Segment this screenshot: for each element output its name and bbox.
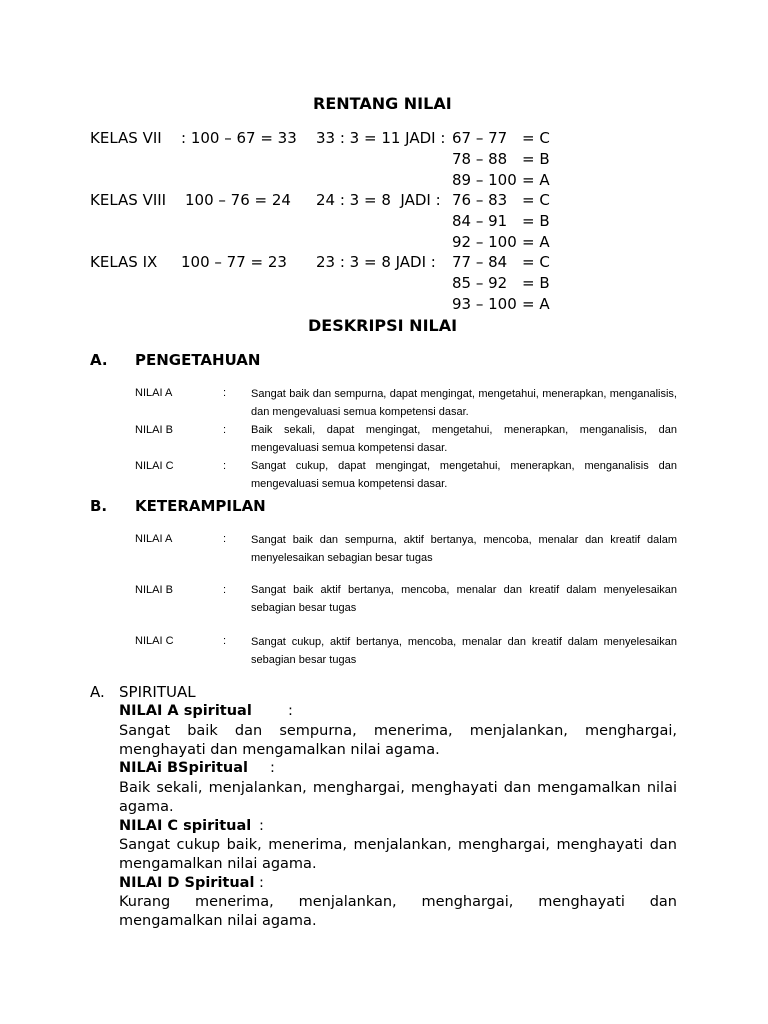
range-value: 85 – 92 bbox=[452, 274, 508, 292]
deskripsi-title: DESKRIPSI NILAI bbox=[308, 316, 458, 335]
nilai-colon: : bbox=[223, 584, 227, 596]
spiritual-label: NILAi BSpiritual bbox=[119, 760, 248, 776]
kelas-label: KELAS VIII bbox=[90, 191, 167, 209]
nilai-colon: : bbox=[223, 424, 227, 436]
kelas-calc: 100 – 77 = 23 bbox=[181, 253, 287, 271]
nilai-description: Sangat cukup, aktif bertanya, mencoba, menalar dan kreatif dalam menyelesaikan sebagian besar tugas bbox=[251, 636, 677, 666]
nilai-label: NILAI B bbox=[135, 424, 173, 436]
spiritual-label: NILAI C spiritual bbox=[119, 818, 252, 834]
nilai-colon: : bbox=[223, 387, 227, 399]
range-value: 78 – 88 bbox=[452, 150, 508, 168]
range-value: 84 – 91 bbox=[452, 212, 508, 230]
range-grade: = C bbox=[522, 253, 550, 271]
kelas-label: KELAS IX bbox=[90, 253, 158, 271]
nilai-description: Sangat baik dan sempurna, aktif bertanya, mencoba, menalar dan kreatif dalam menyelesaikan sebagian besar tugas bbox=[251, 534, 677, 564]
kelas-calc: 100 – 76 = 24 bbox=[185, 191, 291, 209]
spiritual-colon: : bbox=[259, 875, 264, 891]
kelas-div: 23 : 3 = 8 JADI : bbox=[316, 253, 436, 271]
kelas-div: 33 : 3 = 11 JADI : bbox=[316, 129, 446, 147]
range-value: 93 – 100 bbox=[452, 295, 517, 313]
kelas-label: KELAS VII bbox=[90, 129, 162, 147]
nilai-label: NILAI A bbox=[135, 387, 173, 399]
range-value: 92 – 100 bbox=[452, 233, 517, 251]
range-grade: = A bbox=[522, 171, 550, 189]
nilai-label: NILAI A bbox=[135, 533, 173, 545]
nilai-label: NILAI B bbox=[135, 584, 173, 596]
range-grade: = B bbox=[522, 150, 550, 168]
nilai-description: Sangat baik dan sempurna, dapat mengingat, mengetahui, menerapkan, menganalisis, dan mengevaluasi semua kompetensi dasar. bbox=[251, 388, 677, 418]
spiritual-label: NILAI D Spiritual bbox=[119, 875, 255, 891]
spiritual-colon: : bbox=[270, 760, 275, 776]
nilai-colon: : bbox=[223, 533, 227, 545]
nilai-colon: : bbox=[223, 635, 227, 647]
section-heading-spiritual: SPIRITUAL bbox=[119, 683, 196, 701]
spiritual-colon: : bbox=[259, 818, 264, 834]
nilai-description: Sangat cukup, dapat mengingat, mengetahui, menerapkan, menganalisis dan mengevaluasi semua kompetensi dasar. bbox=[251, 460, 677, 490]
range-value: 89 – 100 bbox=[452, 171, 517, 189]
range-grade: = B bbox=[522, 212, 550, 230]
spiritual-description: Sangat cukup baik, menerima, menjalankan, menghargai, menghayati dan mengamalkan nilai agama. bbox=[119, 837, 677, 872]
section-letter: A. bbox=[90, 683, 105, 701]
section-heading-pengetahuan: PENGETAHUAN bbox=[135, 351, 261, 369]
section-letter: B. bbox=[90, 497, 108, 515]
spiritual-description: Sangat baik dan sempurna, menerima, menjalankan, menghargai, menghayati dan mengamalkan nilai agama. bbox=[119, 723, 677, 758]
range-value: 67 – 77 bbox=[452, 129, 508, 147]
range-value: 77 – 84 bbox=[452, 253, 508, 271]
section-heading-keterampilan: KETERAMPILAN bbox=[135, 497, 266, 515]
range-grade: = A bbox=[522, 233, 550, 251]
spiritual-colon: : bbox=[288, 703, 293, 719]
kelas-calc: : 100 – 67 = 33 bbox=[181, 129, 297, 147]
kelas-div: 24 : 3 = 8 JADI : bbox=[316, 191, 441, 209]
nilai-label: NILAI C bbox=[135, 635, 174, 647]
nilai-label: NILAI C bbox=[135, 460, 174, 472]
spiritual-label: NILAI A spiritual bbox=[119, 703, 252, 719]
range-grade: = A bbox=[522, 295, 550, 313]
nilai-colon: : bbox=[223, 460, 227, 472]
spiritual-description: Baik sekali, menjalankan, menghargai, menghayati dan mengamalkan nilai agama. bbox=[119, 780, 677, 815]
range-grade: = C bbox=[522, 129, 550, 147]
range-grade: = C bbox=[522, 191, 550, 209]
spiritual-description: Kurang menerima, menjalankan, menghargai, menghayati dan mengamalkan nilai agama. bbox=[119, 894, 677, 929]
nilai-description: Sangat baik aktif bertanya, mencoba, menalar dan kreatif dalam menyelesaikan sebagian besar tugas bbox=[251, 584, 677, 614]
section-letter: A. bbox=[90, 351, 108, 369]
range-grade: = B bbox=[522, 274, 550, 292]
rentang-title: RENTANG NILAI bbox=[313, 94, 452, 113]
nilai-description: Baik sekali, dapat mengingat, mengetahui, menerapkan, menganalisis, dan mengevaluasi semua kompetensi dasar. bbox=[251, 424, 677, 454]
range-value: 76 – 83 bbox=[452, 191, 508, 209]
